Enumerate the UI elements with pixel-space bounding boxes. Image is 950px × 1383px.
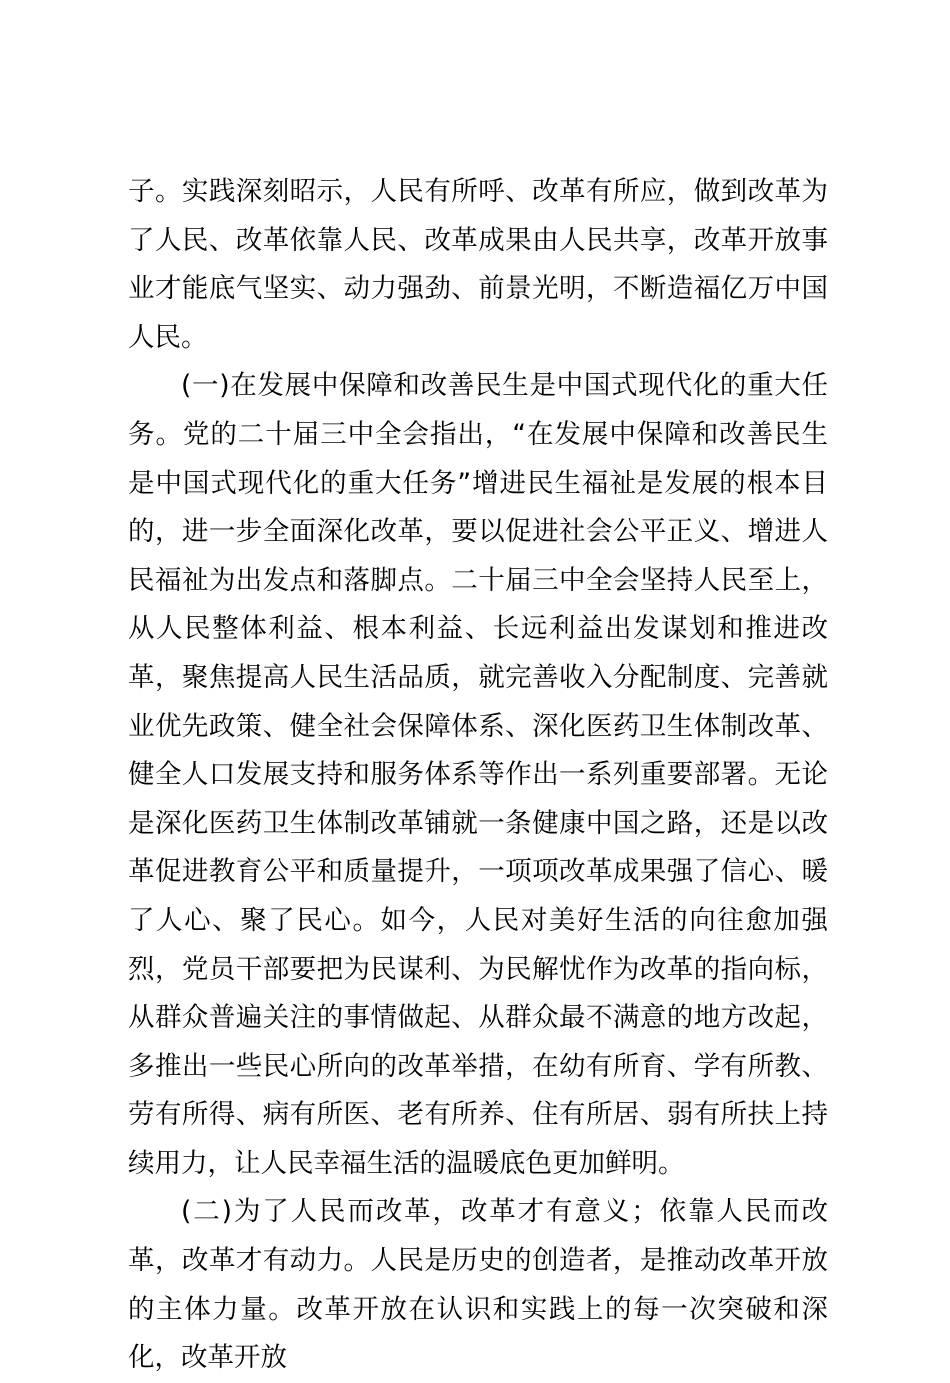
paragraph-section-two: (二)为了人民而改革，改革才有意义；依靠人民而改革，改革才有动力。人民是历史的创造者，是推动改革开放的主体力量。改革开放在认识和实践上的每一次突破和深化，改革开放 [128, 1196, 828, 1374]
document-body [128, 168, 828, 1383]
paragraph-continued: 子。实践深刻昭示，人民有所呼、改革有所应，做到改革为了人民、改革依靠人民、改革成果由人民共享，改革开放事业才能底气坚实、动力强劲、前景光明，不断造福亿万中国人民。 [128, 176, 828, 353]
paragraph-section-one: (一)在发展中保障和改善民生是中国式现代化的重大任务。党的二十届三中全会指出，“在发展中保障和改善民生是中国式现代化的重大任务”增进民生福祉是发展的根本目的，进一步全面深化改革，要以促进社会公平正义、增进人民福祉为出发点和落脚点。二十届三中全会坚持人民至上，从人民整体利益、根本利益、长远利益出发谋划和推进改革，聚焦提高人民生活品质，就完善收入分配制度、完善就业优先政策、健全社会保障体系、深化医药卫生体制改革、健全人口发展支持和服务体系等作出一系列重要部署。无论是深化医药卫生体制改革铺就一条健康中国之路，还是以改革促进教育公平和质量提升，一项项改革成果强了信心、暖了人心、聚了民心。如今，人民对美好生活的向往愈加强烈，党员干部要把为民谋利、为民解忧作为改革的指向标，从群众普遍关注的事情做起、从群众最不满意的地方改起，多推出一些民心所向的改革举措，在幼有所育、学有所教、劳有所得、病有所医、老有所养、住有所居、弱有所扶上持续用力，让人民幸福生活的温暖底色更加鲜明。 [128, 370, 828, 1179]
